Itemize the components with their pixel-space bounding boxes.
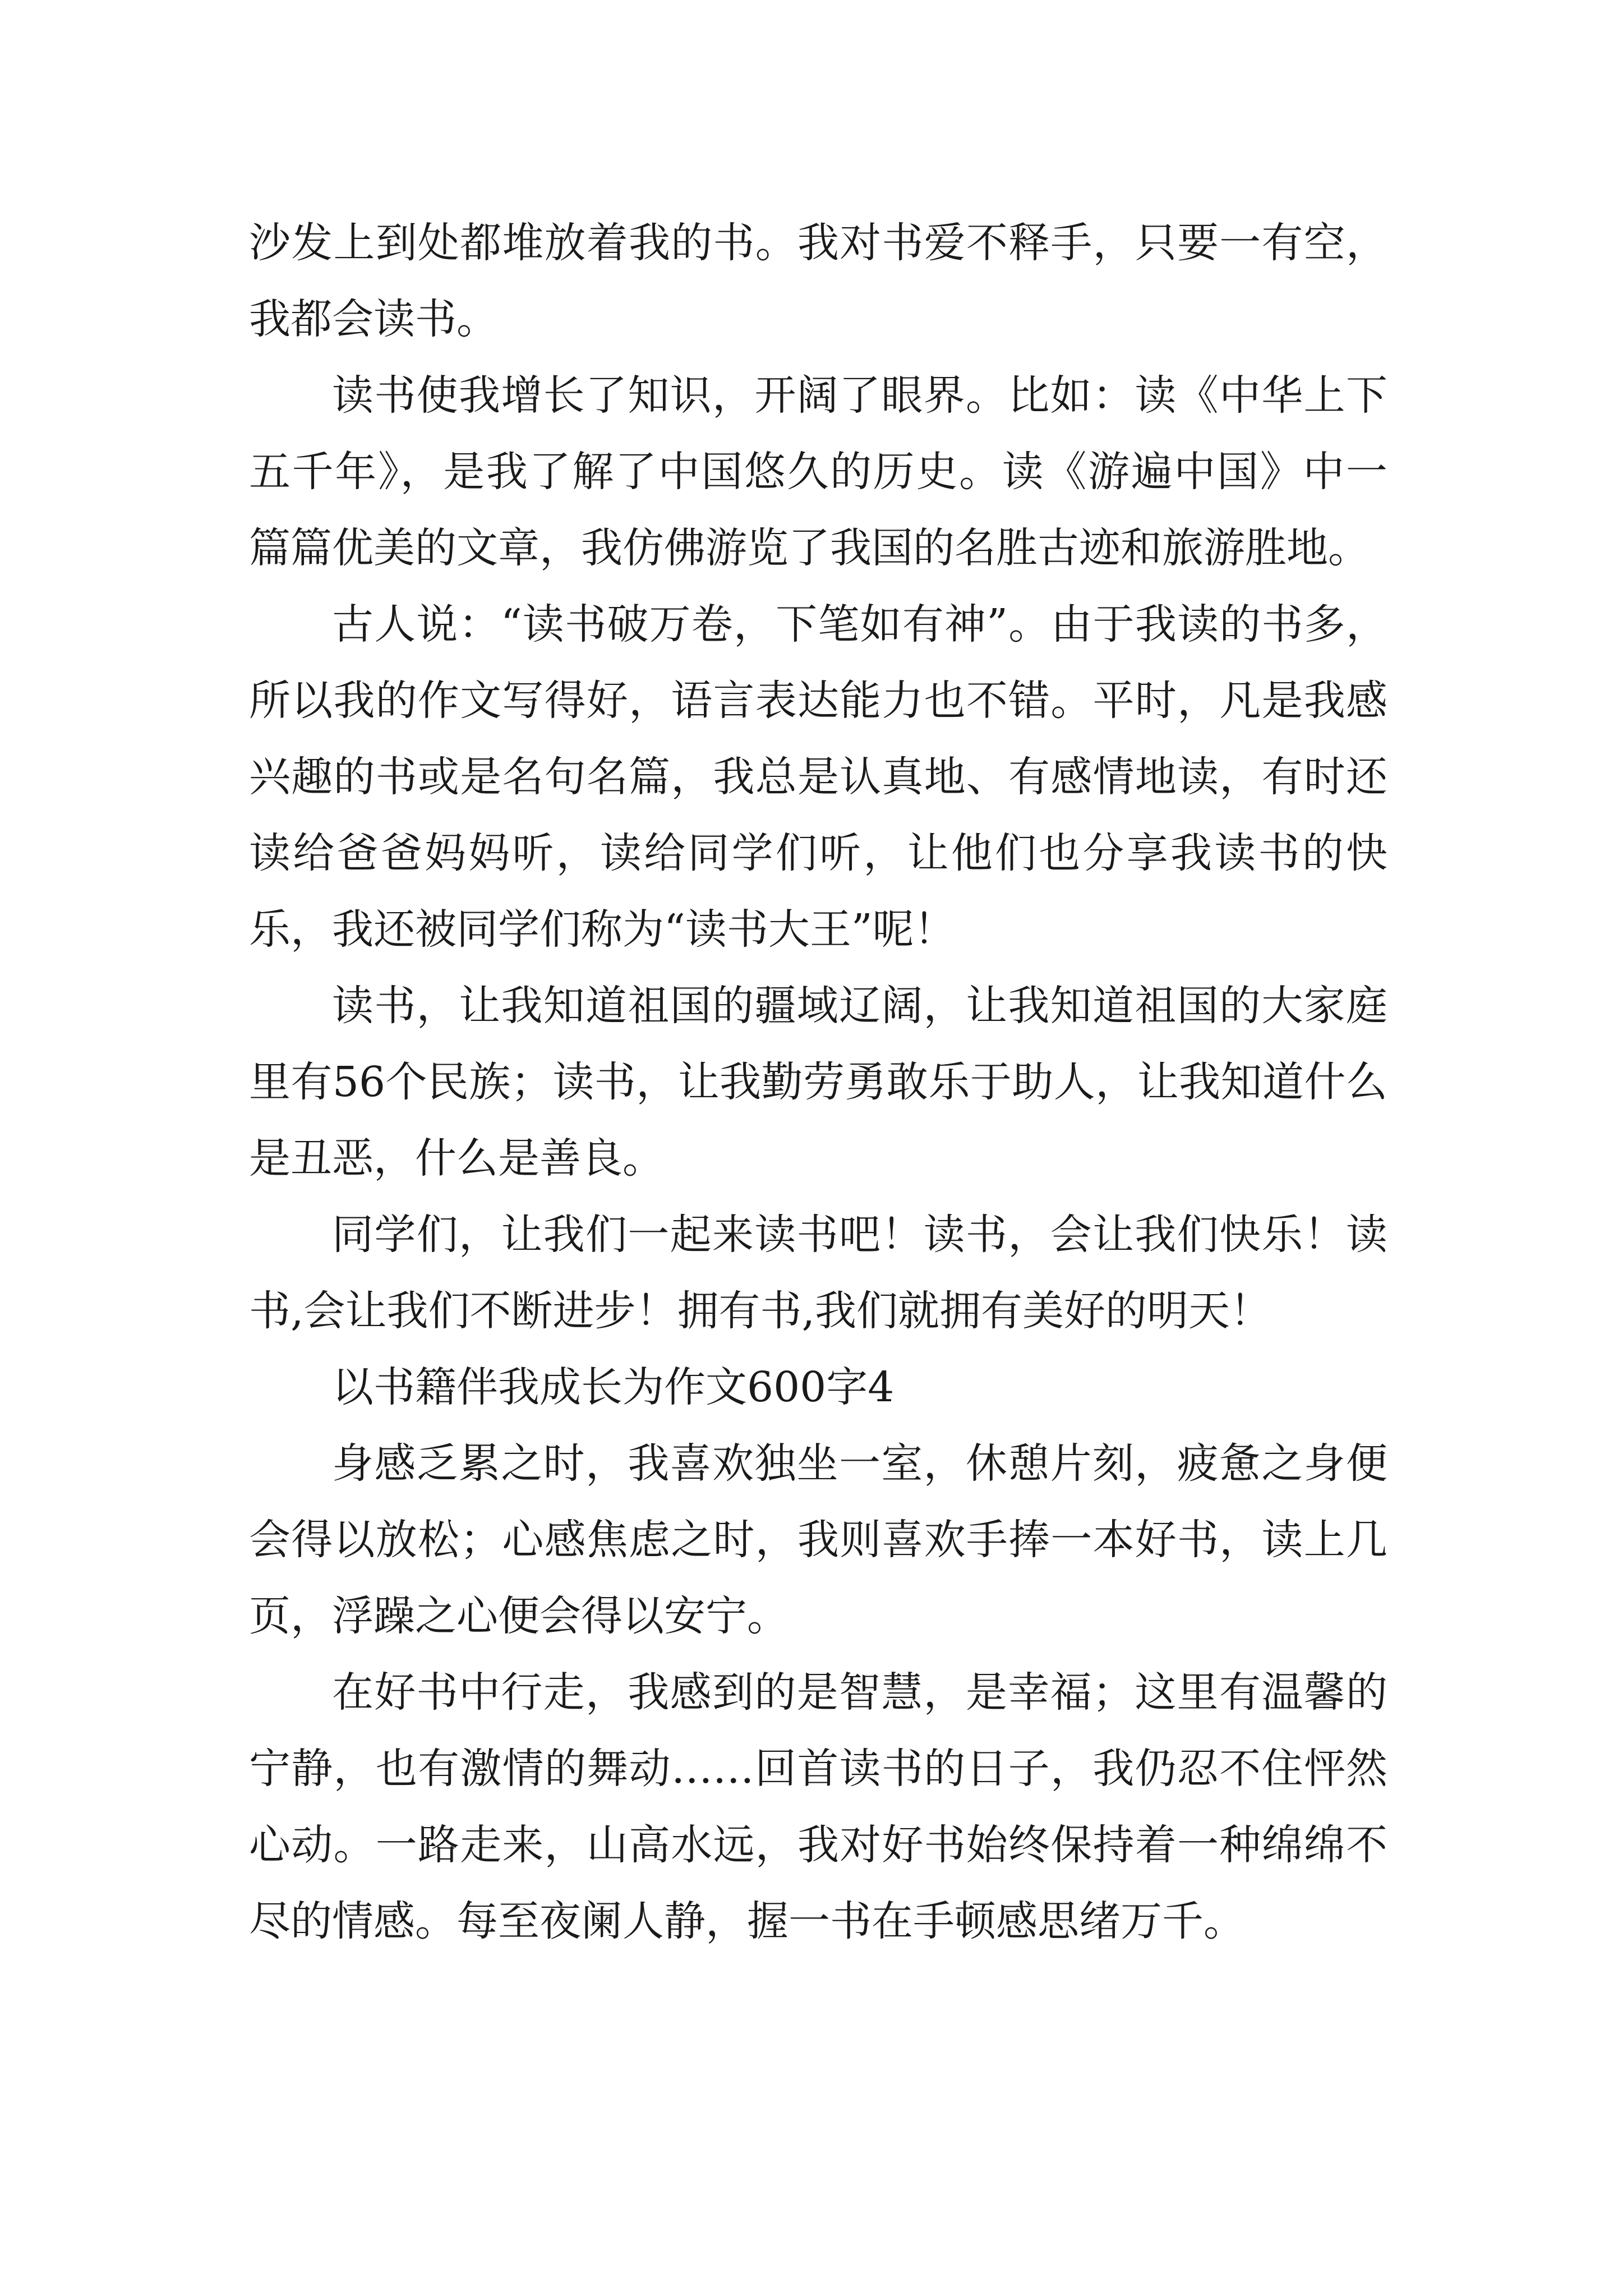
document-body (249, 205, 1387, 1959)
paragraph: 古人说：“读书破万卷，下笔如有神”。由于我读的书多，所以我的作文写得好，语言表达能力也不错。平时，凡是我感兴趣的书或是名句名篇，我总是认真地、有感情地读，有时还读给爸爸妈妈听，读给同学们听，让他们也分享我读书的快乐，我还被同学们称为“读书大王”呢！ (249, 600, 1387, 954)
paragraph: 在好书中行走，我感到的是智慧，是幸福；这里有温馨的宁静，也有激情的舞动……回首读书的日子，我仍忍不住怦然心动。一路走来，山高水远，我对好书始终保持着一种绵绵不尽的情感。每至夜阑人静，握一书在手顿感思绪万千。 (249, 1668, 1387, 1945)
paragraph-continuation: 沙发上到处都堆放着我的书。我对书爱不释手，只要一有空，我都会读书。 (249, 219, 1387, 343)
section-heading: 以书籍伴我成长为作文600字4 (332, 1363, 895, 1411)
paragraph: 读书使我增长了知识，开阔了眼界。比如：读《中华上下五千年》，是我了解了中国悠久的历史。读《游遍中国》中一篇篇优美的文章，我仿佛游览了我国的名胜古迹和旅游胜地。 (249, 371, 1387, 572)
paragraph: 读书，让我知道祖国的疆域辽阔，让我知道祖国的大家庭里有56个民族；读书，让我勤劳勇敢乐于助人，让我知道什么是丑恶，什么是善良。 (249, 982, 1387, 1182)
paragraph: 同学们，让我们一起来读书吧！读书，会让我们快乐！读书,会让我们不断进步！拥有书,我们就拥有美好的明天！ (249, 1211, 1387, 1335)
paragraph: 身感乏累之时，我喜欢独坐一室，休憩片刻，疲惫之身便会得以放松；心感焦虑之时，我则喜欢手捧一本好书，读上几页，浮躁之心便会得以安宁。 (249, 1439, 1387, 1640)
